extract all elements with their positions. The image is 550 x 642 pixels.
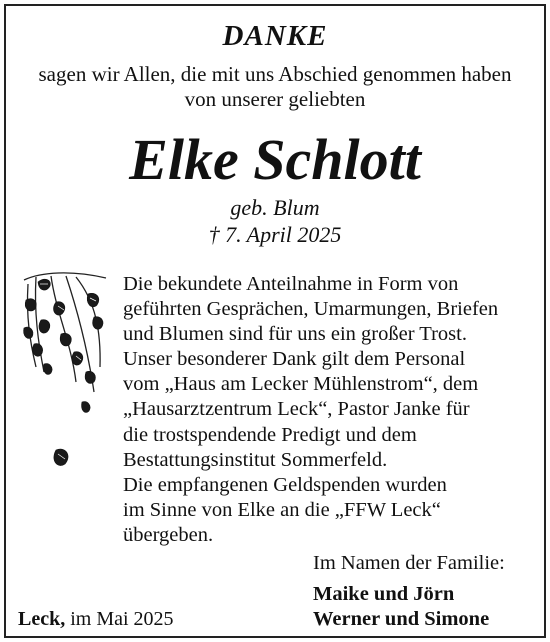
message-line: im Sinne von Elke an die „FFW Leck“: [123, 498, 441, 521]
death-date: † 7. April 2025: [208, 222, 342, 247]
message-line: Bestattungsinstitut Sommerfeld.: [123, 448, 388, 471]
message-line: und Blumen sind für uns ein großer Trost.: [123, 323, 467, 346]
message-line: Die empfangenen Geldspenden wurden: [123, 473, 447, 496]
date: im Mai 2025: [70, 608, 174, 630]
family-intro: Im Namen der Familie:: [313, 552, 505, 574]
message-line: „Hausarztzentrum Leck“, Pastor Janke für: [123, 398, 470, 421]
message-line: Unser besonderer Dank gilt dem Personal: [123, 348, 466, 371]
message-line: Die bekundete Anteilnahme in Form von: [123, 273, 459, 295]
signer-name: Maike und Jörn: [313, 583, 455, 605]
thank-you-message: [123, 272, 533, 548]
notice-heading: DANKE: [222, 20, 328, 52]
birch-branch-icon: [16, 272, 116, 487]
message-line: geführten Gesprächen, Umarmungen, Briefen: [123, 298, 499, 321]
message-line: die trostspendende Predigt und dem: [123, 423, 417, 446]
place: Leck,: [18, 608, 66, 630]
intro-text: [0, 62, 550, 112]
maiden-name: geb. Blum: [230, 195, 320, 220]
place-and-date: [18, 607, 174, 632]
message-line: vom „Haus am Lecker Mühlenstrom“, dem: [123, 373, 479, 396]
signer-name: Werner und Simone: [313, 608, 490, 630]
deceased-name: Elke Schlott: [129, 127, 421, 192]
intro-line: von unserer geliebten: [184, 87, 366, 111]
message-line: übergeben.: [123, 523, 214, 546]
intro-line: sagen wir Allen, die mit uns Abschied genommen haben: [38, 62, 512, 86]
